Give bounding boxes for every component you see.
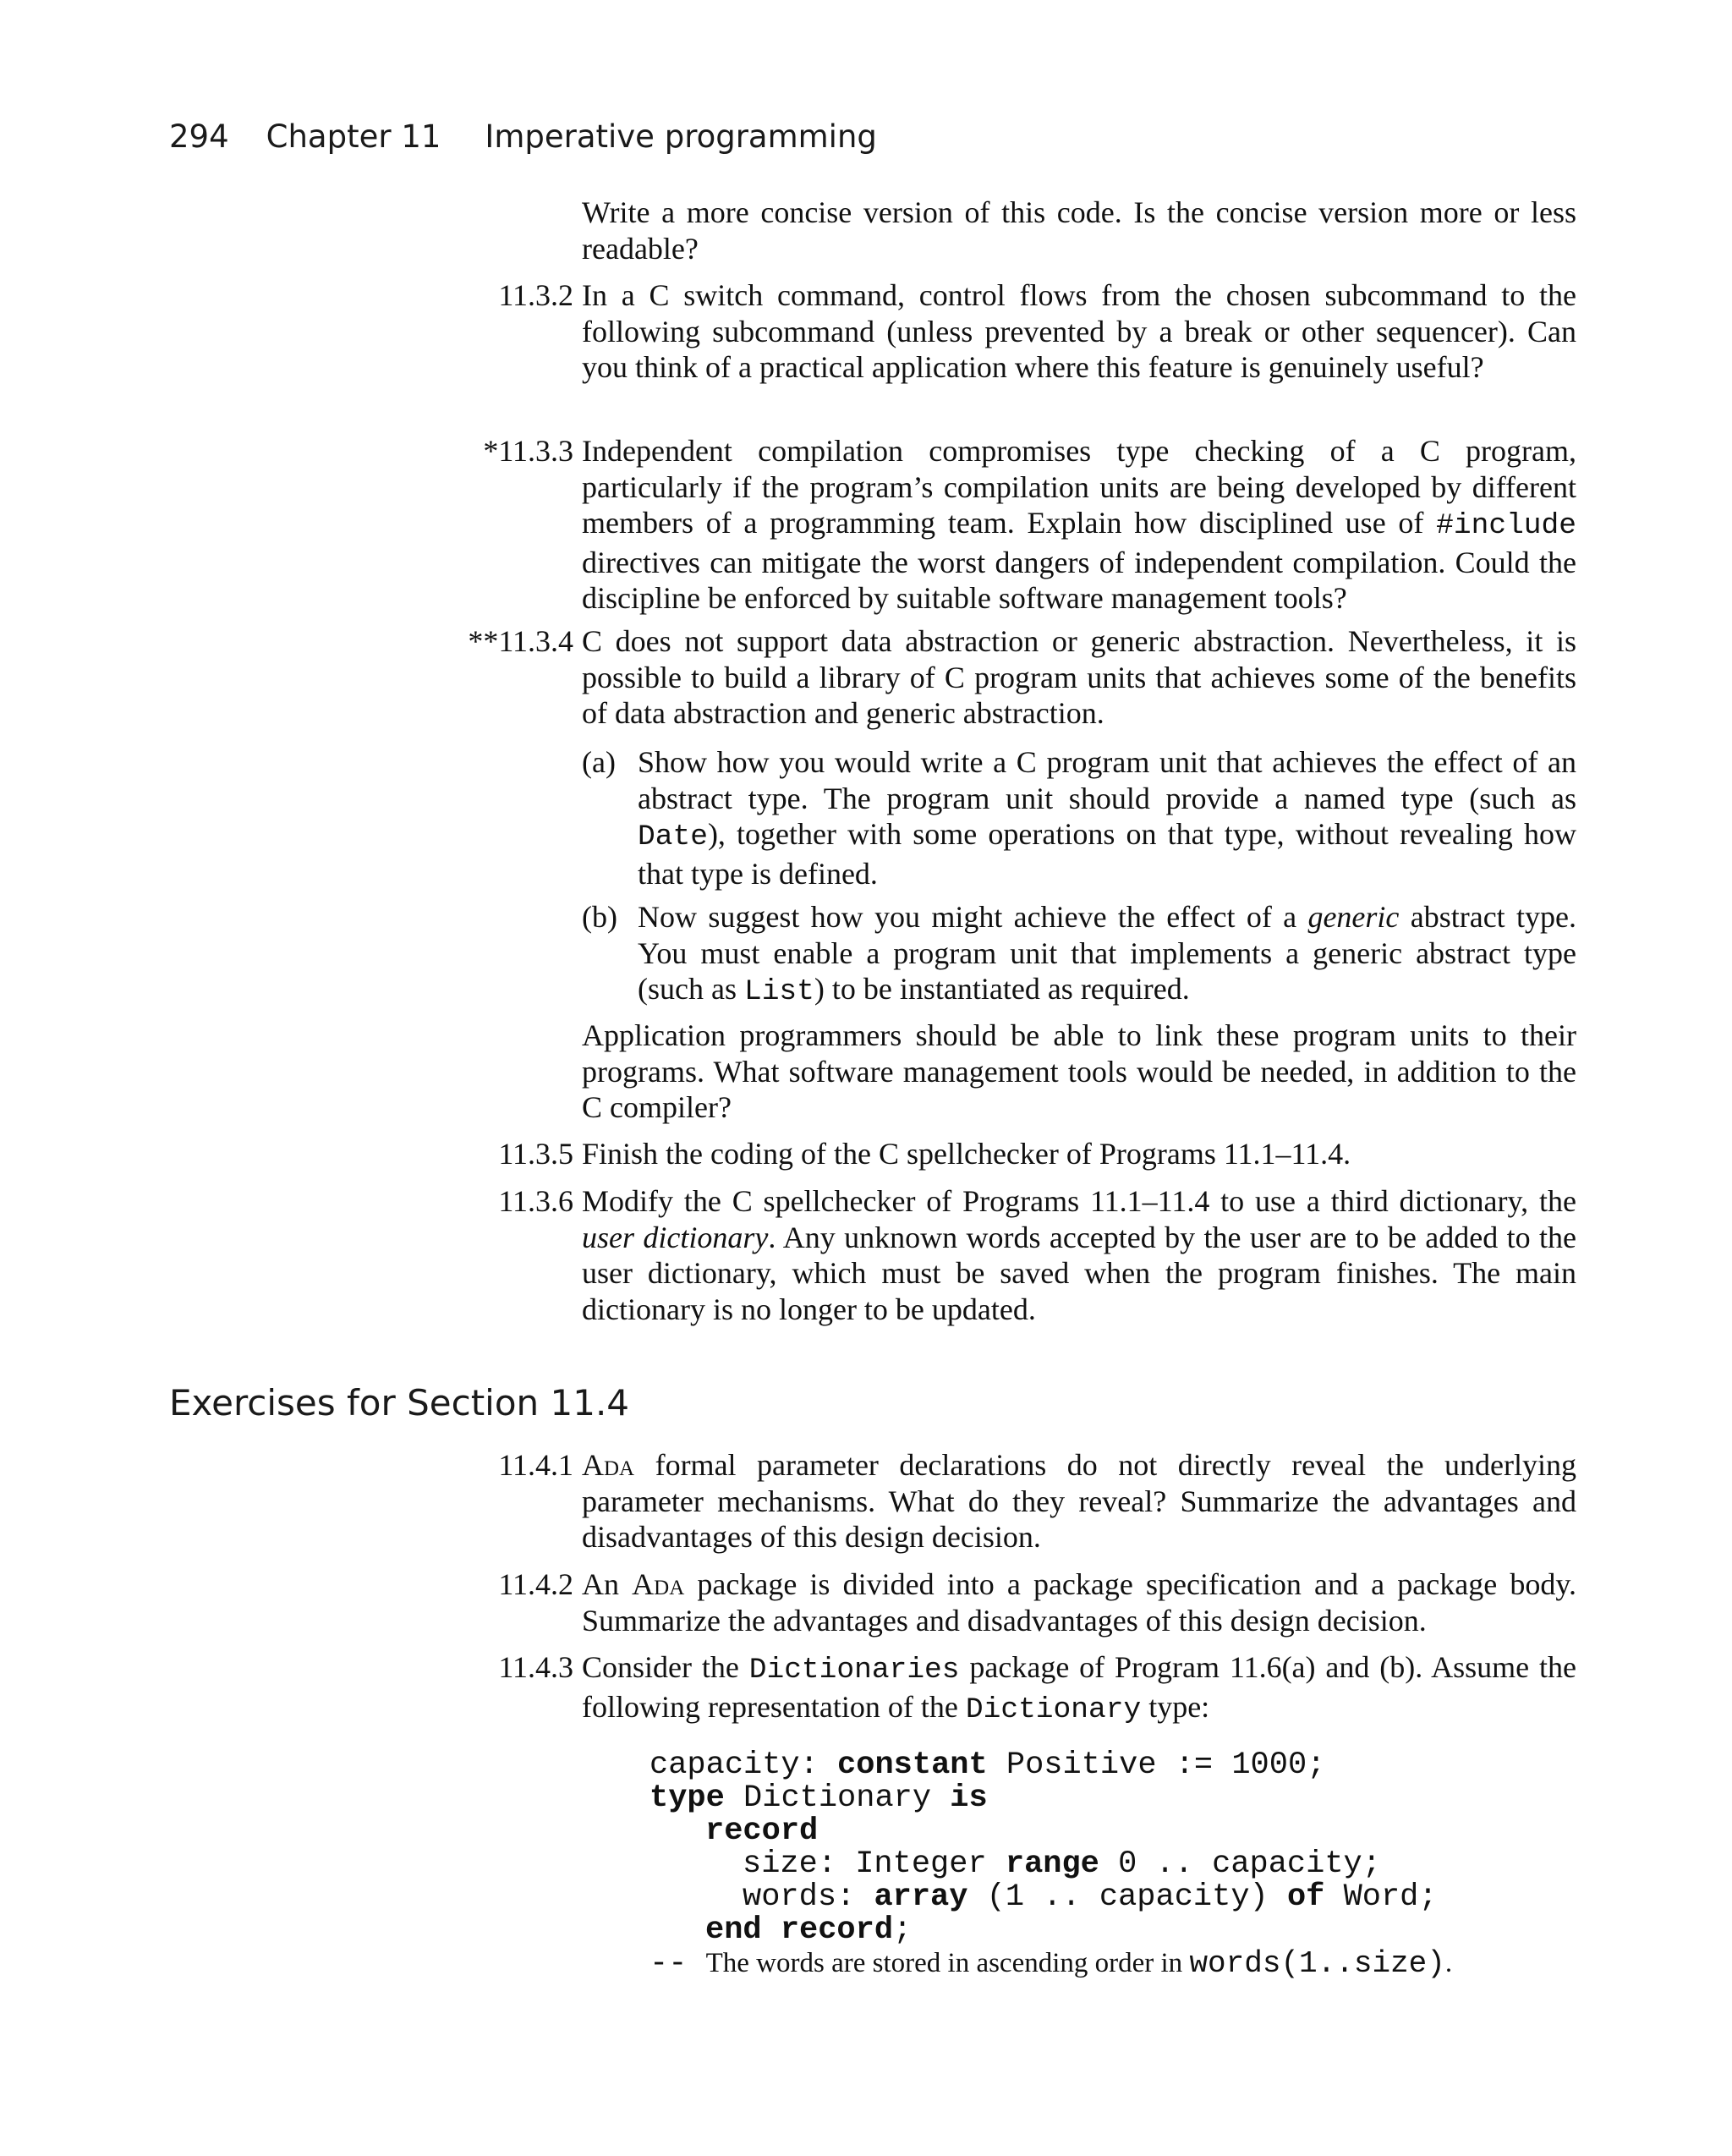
code-line: capacity: constant Positive := 1000; (650, 1747, 1326, 1783)
exercise-text: In a C switch command, control flows from the chosen subcommand to the following subcommand (unless prevented by a break or other sequencer). Can you think of a practical application where this feature is genuinely useful? (582, 278, 1576, 384)
emphasis: user dictionary (582, 1220, 769, 1254)
inline-code: List (743, 975, 814, 1008)
small-caps-ada: Ada (632, 1567, 685, 1601)
small-caps-ada: Ada (582, 1448, 635, 1482)
exercise-11-4-3: 11.4.3 Consider the Dictionaries package of Program 11.6(a) and (b). Assume the following representation of the Dictionary type: (498, 1650, 1576, 1726)
emphasis: generic (1307, 900, 1400, 934)
exercise-11-4-2: 11.4.2 An Ada package is divided into a package specification and a package body. Summarize the advantages and disadvantages of this design decision. (498, 1567, 1576, 1638)
exercise-number: 11.3.5 (498, 1137, 573, 1171)
code-line: record (705, 1813, 819, 1849)
section-heading: Exercises for Section 11.4 (169, 1382, 630, 1424)
exercise-11-3-6: 11.3.6 Modify the C spellchecker of Programs 11.1–11.4 to use a third dictionary, the user dictionary. Any unknown words accepted by the user are to be added to the user dictionary, which must be saved when the program finishes. The main dictionary is no longer to be updated. (498, 1184, 1576, 1326)
exercise-number: 11.4.1 (498, 1448, 573, 1482)
exercise-number: 11.4.2 (498, 1567, 573, 1601)
exercise-text: C does not support data abstraction or generic abstraction. Nevertheless, it is possible to build a library of C program units that achieves some of the benefits of data abstraction and generic abstraction. (582, 624, 1576, 730)
inline-code: Dictionaries (748, 1654, 960, 1687)
chapter-label: Chapter 11 (266, 118, 441, 155)
exercise-11-3-4-part-b: (b) Now suggest how you might achieve the effect of a generic abstract type. You must enable a program unit that implements a generic abstract type (such as List) to be instantiated as required. (582, 900, 1576, 1008)
code-line: type Dictionary is (650, 1780, 988, 1816)
code-listing (650, 1749, 1452, 1981)
exercise-11-3-2 (498, 277, 1576, 386)
inline-code: #include (1436, 509, 1576, 542)
exercise-number: 11.3.2 (498, 278, 573, 312)
exercise-number: 11.3.6 (498, 1184, 573, 1218)
inline-code: Dictionary (965, 1692, 1142, 1726)
exercise-text: Finish the coding of the C spellchecker of Programs 11.1–11.4. (582, 1137, 1351, 1171)
exercise-number: 11.4.3 (498, 1650, 573, 1684)
running-header (169, 118, 877, 155)
page-number: 294 (169, 118, 229, 155)
code-line: end record; (705, 1912, 913, 1948)
part-label: (b) (582, 900, 617, 934)
exercise-11-3-5 (498, 1136, 1576, 1172)
code-line: size: Integer range 0 .. capacity; (743, 1846, 1381, 1882)
exercise-11-3-4-part-a: (a) Show how you would write a C program unit that achieves the effect of an abstract type. The program unit should provide a named type (such as Date), together with some operations on that type, without revealing how that type is defined. (582, 745, 1576, 891)
code-comment-line: -- The words are stored in ascending order in words(1..size). (650, 1946, 1453, 1982)
code-line: words: array (1 .. capacity) of Word; (743, 1879, 1438, 1915)
inline-code: Date (638, 820, 708, 853)
exercise-11-4-1: 11.4.1 Ada formal parameter declarations do not directly reveal the underlying parameter mechanisms. What do they reveal? Summarize the advantages and disadvantages of this design decision. (498, 1448, 1576, 1554)
part-label: (a) (582, 745, 616, 779)
chapter-title: Imperative programming (485, 118, 877, 155)
exercise-number: **11.3.4 (468, 624, 573, 658)
exercise-11-3-4 (468, 623, 1576, 732)
code-comment: The words are stored in ascending order in words(1..size). (705, 1946, 1453, 1981)
exercise-number: *11.3.3 (483, 434, 573, 468)
exercise-11-3-3: *11.3.3 Independent compilation compromises type checking of a C program, particularly if the program’s compilation units are being developed by different members of a programming team. Explain how disciplined use of #include directives can mitigate the worst dangers of independent compilation. Could the discipline be enforced by suitable software management tools? (483, 434, 1576, 615)
exercise-11-3-4-closing: Application programmers should be able to link these program units to their programs. What software management tools would be needed, in addition to the C compiler? (582, 1018, 1576, 1124)
exercise-continuation: Write a more concise version of this code. Is the concise version more or less readable? (582, 195, 1576, 266)
